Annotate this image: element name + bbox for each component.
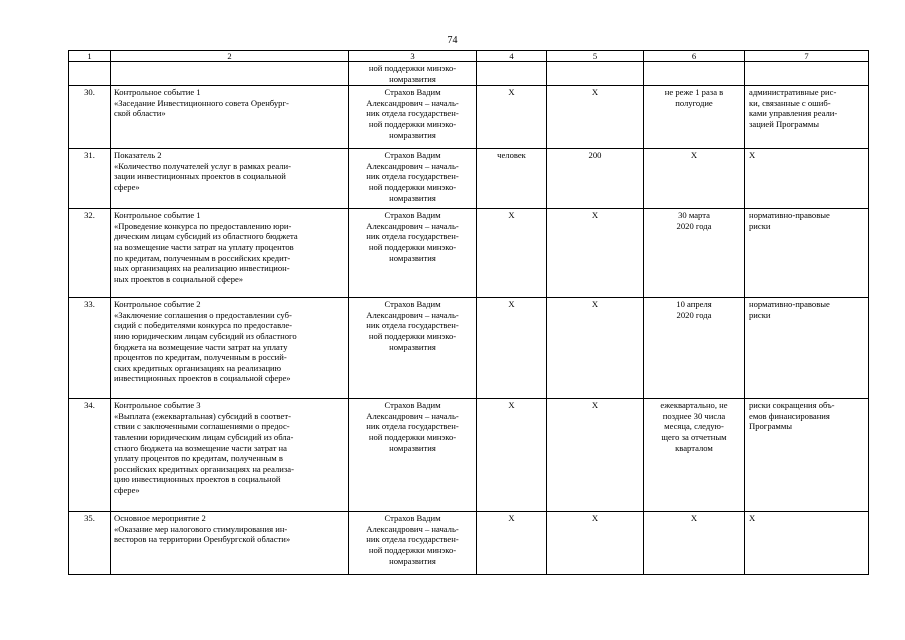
- risks-cell: Х: [745, 512, 869, 575]
- table-row: [69, 149, 869, 209]
- risks-cell: [745, 62, 869, 86]
- risks-cell: нормативно-правовые риски: [745, 298, 869, 399]
- unit-cell: Х: [477, 209, 547, 298]
- column-header: 2: [111, 51, 349, 62]
- unit-cell: Х: [477, 86, 547, 149]
- responsible-cell: Страхов Вадим Александрович – началь- ник отдела государствен- ной поддержки минэко- номразвития: [349, 209, 477, 298]
- plan-table: [68, 50, 869, 575]
- unit-cell: [477, 62, 547, 86]
- column-number-row: [69, 51, 869, 62]
- name-cell: Контрольное событие 2 «Заключение соглашения о предоставлении суб- сидий с победителями конкурса по предоставле- нию юридическим лицам субсидий из областного бюджета на возмещение части затрат на уплату процентов по кредитам, полученным в россий- ских кредитных организациях на реализацию инвестиционных проектов в социальной сфере»: [111, 298, 349, 399]
- name-cell: Контрольное событие 1 «Проведение конкурса по предоставлению юри- дическим лицам субсидий из областного бюджета на возмещение части затрат на уплату процентов по кредитам, полученным в российских кредит- ных организациях на реализацию инвестицион- ных проектов в социальной сфере»: [111, 209, 349, 298]
- risks-cell: нормативно-правовые риски: [745, 209, 869, 298]
- table-row-continuation: [69, 62, 869, 86]
- row-number-cell: 33.: [69, 298, 111, 399]
- column-header: 1: [69, 51, 111, 62]
- name-cell: [111, 62, 349, 86]
- row-number-cell: 35.: [69, 512, 111, 575]
- value-cell: 200: [547, 149, 644, 209]
- row-number-cell: 31.: [69, 149, 111, 209]
- value-cell: Х: [547, 512, 644, 575]
- table-row: [69, 399, 869, 512]
- value-cell: Х: [547, 209, 644, 298]
- row-number-cell: 34.: [69, 399, 111, 512]
- column-header: 6: [644, 51, 745, 62]
- value-cell: Х: [547, 399, 644, 512]
- page-number: 74: [447, 35, 458, 46]
- column-header: 4: [477, 51, 547, 62]
- unit-cell: человек: [477, 149, 547, 209]
- responsible-cell: Страхов Вадим Александрович – началь- ник отдела государствен- ной поддержки минэко- номразвития: [349, 512, 477, 575]
- responsible-cell: Страхов Вадим Александрович – началь- ник отдела государствен- ной поддержки минэко- номразвития: [349, 298, 477, 399]
- risks-cell: Х: [745, 149, 869, 209]
- value-cell: Х: [547, 298, 644, 399]
- value-cell: Х: [547, 86, 644, 149]
- deadline-cell: [644, 62, 745, 86]
- column-header: 5: [547, 51, 644, 62]
- row-number-cell: 30.: [69, 86, 111, 149]
- deadline-cell: Х: [644, 149, 745, 209]
- deadline-cell: не реже 1 раза в полугодие: [644, 86, 745, 149]
- name-cell: Показатель 2 «Количество получателей услуг в рамках реали- зации инвестиционных проектов в социальной сфере»: [111, 149, 349, 209]
- unit-cell: Х: [477, 399, 547, 512]
- table-row: [69, 512, 869, 575]
- unit-cell: Х: [477, 298, 547, 399]
- deadline-cell: Х: [644, 512, 745, 575]
- deadline-cell: ежеквартально, не позднее 30 числа месяца, следую- щего за отчетным кварталом: [644, 399, 745, 512]
- table-row: [69, 298, 869, 399]
- row-number-cell: [69, 62, 111, 86]
- column-header: 7: [745, 51, 869, 62]
- risks-cell: административные рис- ки, связанные с ошиб- ками управления реали- зацией Программы: [745, 86, 869, 149]
- deadline-cell: 30 марта 2020 года: [644, 209, 745, 298]
- name-cell: Контрольное событие 1 «Заседание Инвестиционного совета Оренбург- ской области»: [111, 86, 349, 149]
- responsible-cell: Страхов Вадим Александрович – началь- ник отдела государствен- ной поддержки минэко- номразвития: [349, 149, 477, 209]
- name-cell: Основное мероприятие 2 «Оказание мер налогового стимулирования ин- весторов на территории Оренбургской области»: [111, 512, 349, 575]
- table-row: [69, 209, 869, 298]
- responsible-cell: Страхов Вадим Александрович – началь- ник отдела государствен- ной поддержки минэко- номразвития: [349, 399, 477, 512]
- responsible-cell: Страхов Вадим Александрович – началь- ник отдела государствен- ной поддержки минэко- номразвития: [349, 86, 477, 149]
- table-row: [69, 86, 869, 149]
- unit-cell: Х: [477, 512, 547, 575]
- risks-cell: риски сокращения объ- емов финансирования Программы: [745, 399, 869, 512]
- column-header: 3: [349, 51, 477, 62]
- deadline-cell: 10 апреля 2020 года: [644, 298, 745, 399]
- value-cell: [547, 62, 644, 86]
- responsible-cell: ной поддержки минэко- номразвития: [349, 62, 477, 86]
- row-number-cell: 32.: [69, 209, 111, 298]
- name-cell: Контрольное событие 3 «Выплата (ежеквартальная) субсидий в соответ- ствии с заключенными соглашениями о предос- тавлении юридическим лицам субсидий из обла- стного бюджета на возмещение части затрат на уплату процентов по кредитам, полученным в российских кредитных организациях на реализа- цию инвестиционных проектов в социальной сфере»: [111, 399, 349, 512]
